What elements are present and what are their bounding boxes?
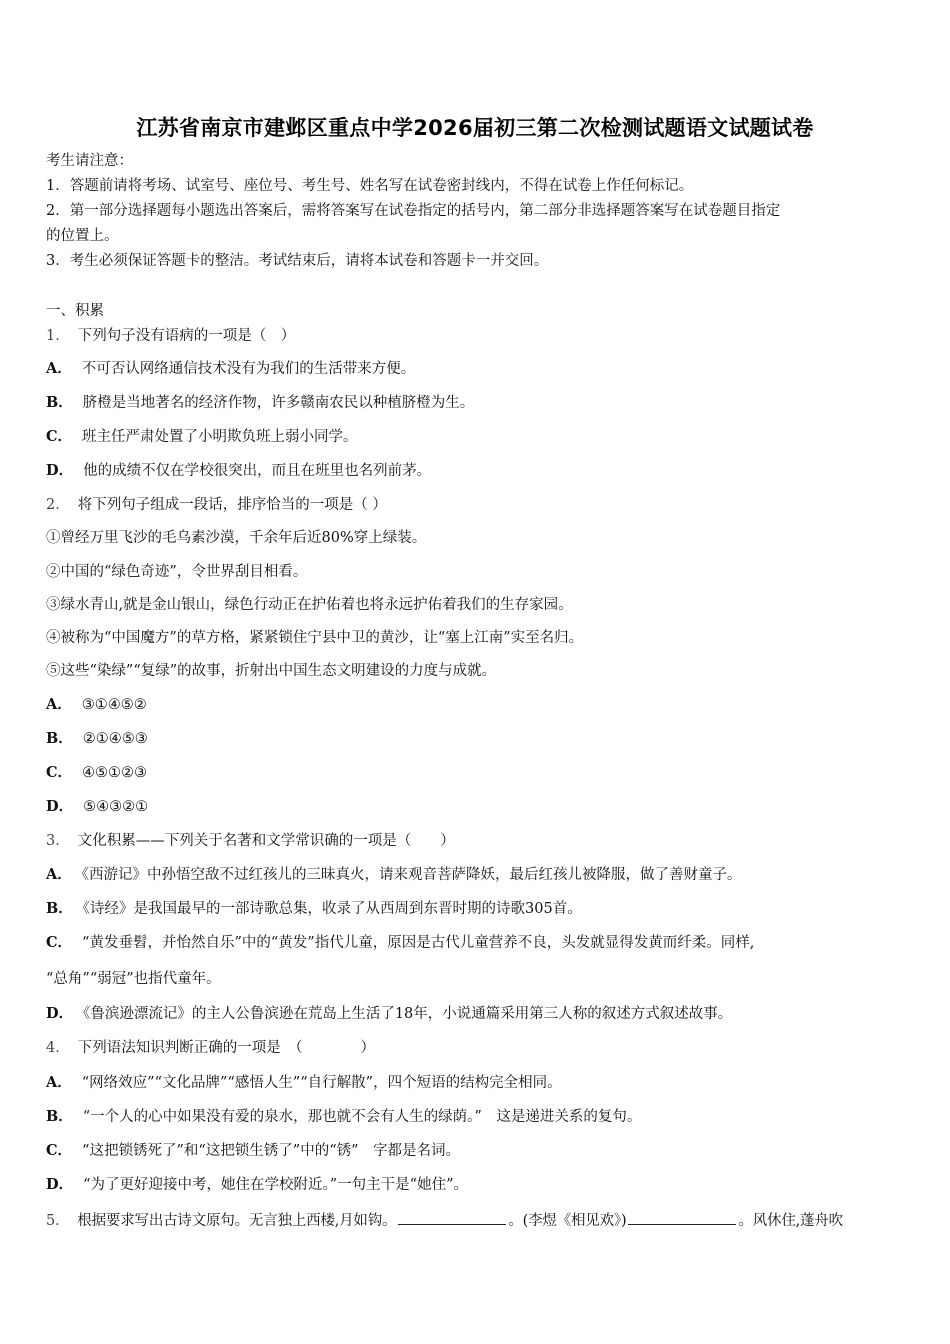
q2-sentence: ④被称为“中国魔方”的草方格，紧紧锁住宁县中卫的黄沙，让“塞上江南”实至名归。 xyxy=(46,630,584,646)
question-text: 根据要求写出古诗文原句。无言独上西楼,月如钩。 xyxy=(77,1213,397,1229)
q4-option-d xyxy=(46,1175,908,1195)
q4-option-a xyxy=(46,1073,908,1093)
q2-sentence: ②中国的“绿色奇迹”，令世界刮目相看。 xyxy=(46,564,308,580)
question-number: 4． xyxy=(46,1040,70,1056)
question-4-stem xyxy=(46,1038,908,1058)
q4-option-b xyxy=(46,1107,908,1127)
option-text: 脐橙是当地著名的经济作物，许多赣南农民以种植脐橙为生。 xyxy=(82,395,475,411)
option-text: ③①④⑤② xyxy=(81,697,147,713)
option-label: D． xyxy=(46,1005,74,1022)
question-text: 。(李煜《相见欢》) xyxy=(508,1213,627,1229)
page-title: 江苏省南京市建邺区重点中学2026届初三第二次检测试题语文试题试卷 xyxy=(136,116,814,140)
notice-heading: 考生请注意： xyxy=(46,153,133,169)
option-text: 《西游记》中孙悟空敌不过红孩儿的三昧真火，请来观音菩萨降妖，最后红孩儿被降服，做了善财童子。 xyxy=(81,867,742,883)
q2-sentence: ①曾经万里飞沙的毛乌素沙漠，千余年后近80%穿上绿装。 xyxy=(46,530,427,546)
option-label: D． xyxy=(46,1176,74,1193)
option-label: D． xyxy=(46,798,74,815)
q1-option-a xyxy=(46,359,908,379)
question-number: 3． xyxy=(46,833,70,849)
option-text: “一个人的心中如果没有爱的泉水，那也就不会有人生的绿荫。” 这是递进关系的复句。 xyxy=(82,1109,642,1125)
question-number: 1． xyxy=(46,328,70,344)
question-text: 文化积累——下列关于名著和文学常识确的一项是（ ） xyxy=(77,833,455,849)
notice-item: 1．答题前请将考场、试室号、座位号、考生号、姓名写在试卷密封线内，不得在试卷上作任何标记。 xyxy=(46,178,694,194)
q1-option-c xyxy=(46,427,908,447)
question-text: 。风休住,蓬舟吹 xyxy=(738,1213,843,1229)
q3-option-c-continued xyxy=(46,969,908,989)
q3-option-a xyxy=(46,865,908,885)
option-text: 《鲁滨逊漂流记》的主人公鲁滨逊在荒岛上生活了18年，小说通篇采用第三人称的叙述方式叙述故事。 xyxy=(83,1006,733,1022)
question-1-stem xyxy=(46,326,908,346)
option-text: “总角”“弱冠”也指代童年。 xyxy=(46,971,221,987)
q1-option-d xyxy=(46,461,908,481)
question-text: 将下列句子组成一段话，排序恰当的一项是（ ） xyxy=(77,497,387,513)
q3-option-c xyxy=(46,933,908,953)
notice-item: 2．第一部分选择题每小题选出答案后，需将答案写在试卷指定的括号内，第二部分非选择题答案写在试卷题目指定 xyxy=(46,203,781,219)
option-label: A． xyxy=(46,360,72,377)
option-text: ⑤④③②① xyxy=(83,799,149,815)
question-5-stem xyxy=(46,1210,908,1231)
answer-blank[interactable] xyxy=(628,1210,736,1225)
q2-option-b xyxy=(46,729,908,749)
question-number: 5． xyxy=(46,1213,70,1229)
option-text: ②①④⑤③ xyxy=(82,731,148,747)
q3-option-d xyxy=(46,1004,908,1024)
option-label: C． xyxy=(46,1142,73,1159)
option-text: 班主任严肃处置了小明欺负班上弱小同学。 xyxy=(82,429,358,445)
option-text: “这把锁锈死了”和“这把锁生锈了”中的“锈” 字都是名词。 xyxy=(82,1143,461,1159)
option-label: C． xyxy=(46,428,73,445)
q3-option-b xyxy=(46,899,908,919)
option-label: B． xyxy=(46,1108,73,1125)
option-text: “为了更好迎接中考，她住在学校附近。”一句主干是“她住”。 xyxy=(83,1177,468,1193)
option-label: C． xyxy=(46,764,73,781)
option-label: D． xyxy=(46,462,74,479)
question-2-stem xyxy=(46,495,908,515)
question-text: 下列句子没有语病的一项是（ ） xyxy=(77,328,296,344)
option-text: 他的成绩不仅在学校很突出，而且在班里也名列前茅。 xyxy=(83,463,432,479)
q2-sentence: ③绿水青山,就是金山银山，绿色行动正在护佑着也将永远护佑着我们的生存家园。 xyxy=(46,597,573,613)
question-3-stem xyxy=(46,831,908,851)
option-label: C． xyxy=(46,934,73,951)
option-label: B． xyxy=(46,394,73,411)
section-heading: 一、积累 xyxy=(46,303,104,319)
question-text: 下列语法知识判断正确的一项是 （ ） xyxy=(77,1040,375,1056)
option-text: ④⑤①②③ xyxy=(82,765,148,781)
q2-option-c xyxy=(46,763,908,783)
option-label: B． xyxy=(46,900,73,917)
option-text: 《诗经》是我国最早的一部诗歌总集，收录了从西周到东晋时期的诗歌305首。 xyxy=(82,901,582,917)
notice-item: 3．考生必须保证答题卡的整洁。考试结束后，请将本试卷和答题卡一并交回。 xyxy=(46,253,549,269)
option-text: “网络效应”“文化品牌”“感悟人生”“自行解散”，四个短语的结构完全相同。 xyxy=(81,1075,562,1091)
option-label: A． xyxy=(46,866,72,883)
notice-item: 的位置上。 xyxy=(46,228,119,244)
option-text: “黄发垂髫，并怡然自乐”中的“黄发”指代儿童，原因是古代儿童营养不良，头发就显得发黄而纤柔。同样, xyxy=(82,935,755,951)
option-label: A． xyxy=(46,1074,72,1091)
option-label: A． xyxy=(46,696,72,713)
question-number: 2． xyxy=(46,497,70,513)
q1-option-b xyxy=(46,393,908,413)
q2-option-a xyxy=(46,695,908,715)
option-label: B． xyxy=(46,730,73,747)
q2-sentence: ⑤这些“染绿”“复绿”的故事，折射出中国生态文明建设的力度与成就。 xyxy=(46,663,497,679)
q4-option-c xyxy=(46,1141,908,1161)
answer-blank[interactable] xyxy=(398,1210,506,1225)
q2-option-d xyxy=(46,797,908,817)
option-text: 不可否认网络通信技术没有为我们的生活带来方便。 xyxy=(81,361,416,377)
